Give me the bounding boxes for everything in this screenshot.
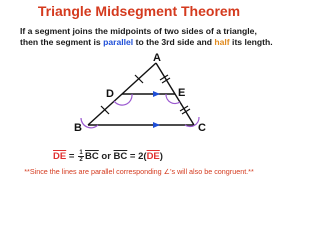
theorem-text: to the 3rd side and <box>133 37 215 47</box>
equals-two: = 2( <box>127 151 147 162</box>
close-paren: ) <box>159 151 163 162</box>
segment-bc-2: $\overline{BC}$ <box>113 151 128 162</box>
segment-bc: $\overline{BC}$ <box>85 151 99 162</box>
fraction-numerator: 1 <box>79 149 83 156</box>
theorem-text: its length. <box>229 37 273 47</box>
page-title: Triangle Midsegment Theorem <box>37 3 241 19</box>
midsegment-formula <box>53 149 163 164</box>
footnote: **Since the lines are parallel corresponding ∠'s will also be congruent.** <box>24 167 254 176</box>
vertex-label-e: E <box>178 87 186 99</box>
half-word: half <box>214 37 230 47</box>
vertex-label-c: C <box>198 122 206 134</box>
vertex-label-a: A <box>153 52 161 64</box>
fraction-one-half <box>78 150 84 163</box>
segment-de: $\overline{DE}$ <box>53 151 67 162</box>
vertex-label-d: D <box>106 88 114 100</box>
vertex-label-b: B <box>74 122 82 134</box>
parallel-word: parallel <box>103 37 134 47</box>
or-word: or <box>98 151 114 162</box>
theorem-text: then the segment is <box>20 37 104 47</box>
theorem-line-1: If a segment joins the midpoints of two sides of a triangle, <box>20 26 257 36</box>
fraction-denominator: 2 <box>79 156 83 163</box>
parallel-arrow-de <box>153 91 160 97</box>
parallel-arrow-bc <box>153 122 160 128</box>
equals-sign: = <box>66 151 78 162</box>
segment-de-2: $\overline{DE}$ <box>146 151 160 162</box>
